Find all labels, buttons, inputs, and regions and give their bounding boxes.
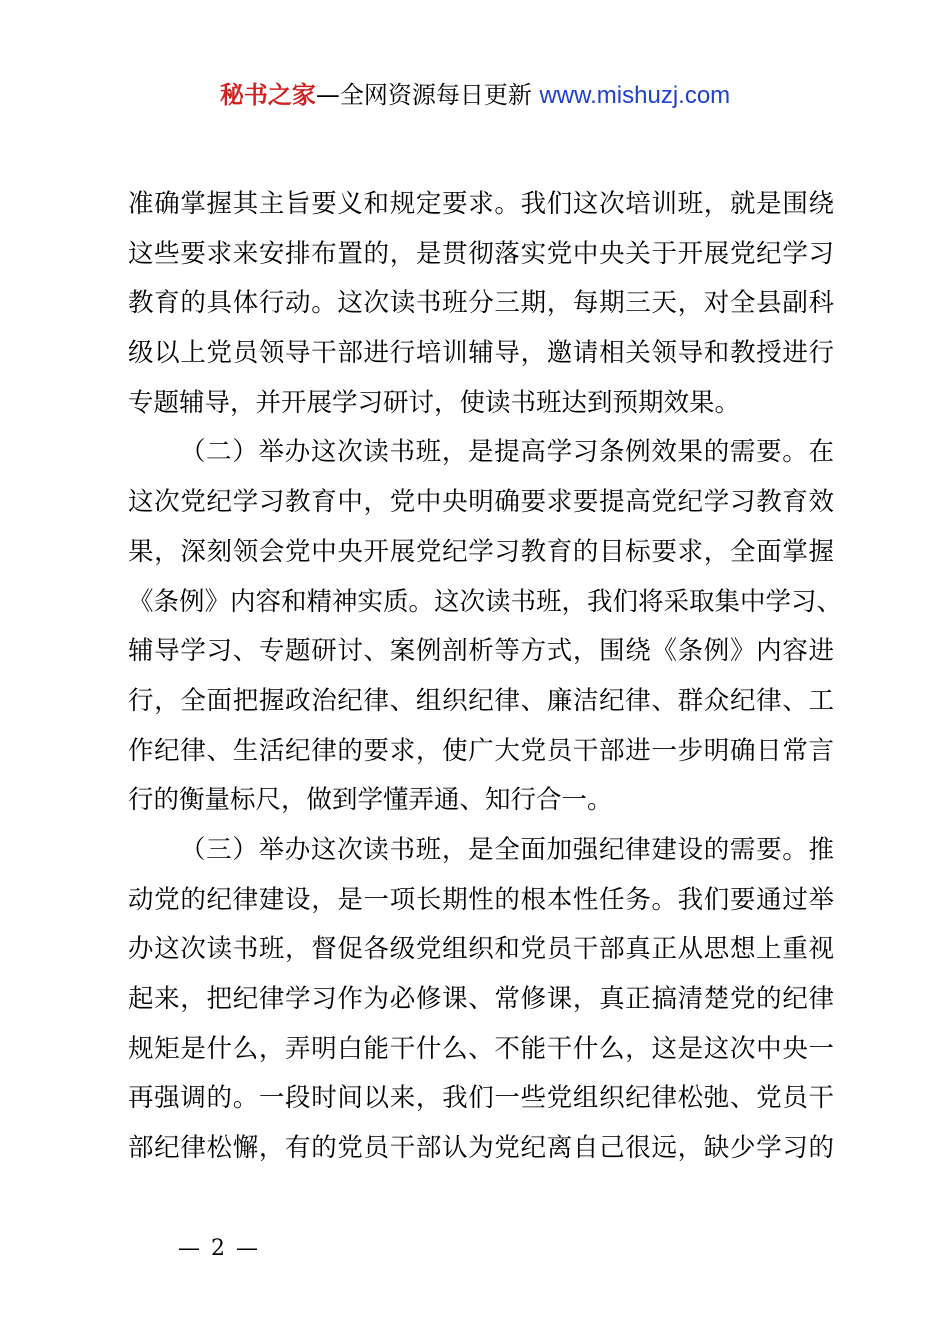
body-line: 规矩是什么，弄明白能干什么、不能干什么，这是这次中央一 [128,1033,834,1064]
document-body [128,180,843,1174]
body-line: 专题辅导，并开展学习研讨，使读书班达到预期效果。 [128,387,741,418]
body-line: 行的衡量标尺，做到学懂弄通、知行合一。 [128,785,613,816]
body-line: 这次党纪学习教育中，党中央明确要求要提高党纪学习教育效 [128,487,834,518]
body-line: 起来，把纪律学习作为必修课、常修课，真正搞清楚党的纪律 [128,984,834,1014]
body-line: 果，深刻领会党中央开展党纪学习教育的目标要求，全面掌握 [128,536,834,567]
site-header [0,78,950,113]
body-line: 作纪律、生活纪律的要求，使广大党员干部进一步明确日常言 [128,735,834,766]
body-line: 准确掌握其主旨要义和规定要求。我们这次培训班，就是围绕 [128,189,834,219]
body-line: 行，全面把握政治纪律、组织纪律、廉洁纪律、群众纪律、工 [128,685,834,716]
site-url-link[interactable]: www.mishuzj.com [539,82,731,109]
paragraph-heading-line: （三）举办这次读书班，是全面加强纪律建设的需要。推 [180,834,834,865]
body-line: 部纪律松懈，有的党员干部认为党纪离自己很远，缺少学习的 [128,1133,834,1164]
page-number: — 2 — [178,1236,260,1261]
body-line: 级以上党员领导干部进行培训辅导，邀请相关领导和教授进行 [128,338,834,369]
header-tagline: —全网资源每日更新 [315,81,532,109]
body-line: 再强调的。一段时间以来，我们一些党组织纪律松弛、党员干 [128,1083,834,1114]
body-line: 动党的纪律建设，是一项长期性的根本性任务。我们要通过举 [128,884,834,915]
brand-name: 秘书之家 [219,81,316,109]
body-line: 辅导学习、专题研讨、案例剖析等方式，围绕《条例》内容进 [128,636,834,667]
body-line: 办这次读书班，督促各级党组织和党员干部真正从思想上重视 [128,934,834,965]
body-line: 教育的具体行动。这次读书班分三期，每期三天，对全县副科 [128,288,834,319]
body-line: 《条例》内容和精神实质。这次读书班，我们将采取集中学习、 [128,586,843,617]
body-line: 这些要求来安排布置的，是贯彻落实党中央关于开展党纪学习 [128,238,834,269]
paragraph-heading-line: （二）举办这次读书班，是提高学习条例效果的需要。在 [180,437,834,468]
